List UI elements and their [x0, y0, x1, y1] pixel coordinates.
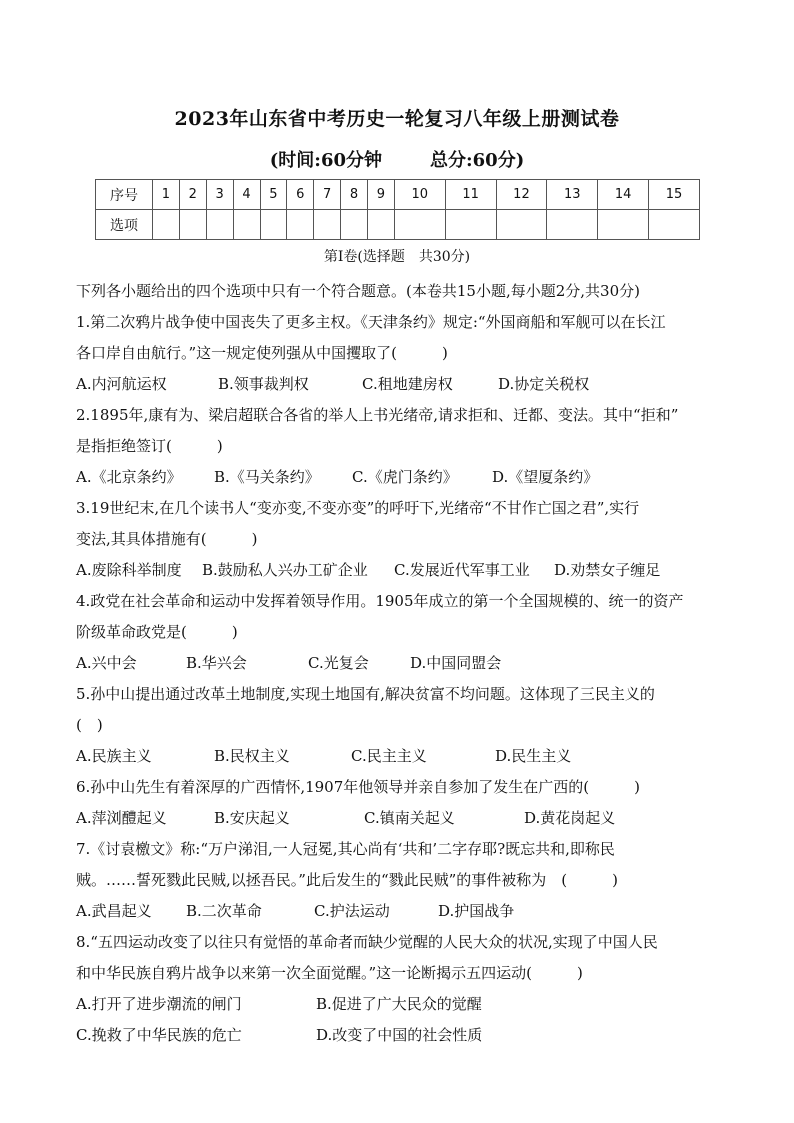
option: D.护国战争	[438, 902, 515, 920]
time-limit: (时间:60分钟	[269, 150, 382, 171]
answer-cell[interactable]	[153, 210, 180, 240]
question-line: 1.第二次鸦片战争使中国丧失了更多主权。《天津条约》规定:“外国商船和军舰可以在长江	[76, 313, 666, 331]
answer-cell[interactable]	[233, 210, 260, 240]
answer-cell[interactable]	[260, 210, 287, 240]
option: D.民生主义	[495, 747, 572, 765]
question-line: 变法,其具体措施有( )	[76, 530, 258, 548]
option: C.护法运动	[314, 902, 390, 920]
question-number: 2	[179, 180, 206, 210]
instructions: 下列各小题给出的四个选项中只有一个符合题意。(本卷共15小题,每小题2分,共30分)	[76, 282, 640, 300]
question-number: 13	[547, 180, 598, 210]
option-header: 选项	[96, 210, 153, 240]
question-line: 3.19世纪末,在几个读书人“变亦变,不变亦变”的呼吁下,光绪帝“不甘作亡国之君”,实行	[76, 499, 640, 517]
question-line: 2.1895年,康有为、梁启超联合各省的举人上书光绪帝,请求拒和、迁都、变法。其中“拒和”	[76, 406, 679, 424]
option: A.民族主义	[76, 747, 152, 765]
question-options	[76, 989, 722, 1020]
answer-cell[interactable]	[206, 210, 233, 240]
option: C.发展近代军事工业	[394, 561, 530, 579]
option: B.民权主义	[214, 747, 290, 765]
question-options	[76, 648, 722, 679]
question-line: 4.政党在社会革命和运动中发挥着领导作用。1905年成立的第一个全国规模的、统一的资产	[76, 592, 684, 610]
question-line: ( )	[76, 716, 103, 734]
number-header: 序号	[96, 180, 153, 210]
option: A.废除科举制度	[76, 561, 182, 579]
answer-table-option-row	[96, 210, 700, 240]
answer-cell[interactable]	[314, 210, 341, 240]
answer-table	[95, 179, 700, 240]
question-line: 和中华民族自鸦片战争以来第一次全面觉醒。”这一论断揭示五四运动( )	[76, 964, 583, 982]
option: C.镇南关起义	[364, 809, 455, 827]
answer-cell[interactable]	[368, 210, 395, 240]
question-number: 6	[287, 180, 314, 210]
option: D.劝禁女子缠足	[554, 561, 661, 579]
question-number: 4	[233, 180, 260, 210]
question-line: 8.“五四运动改变了以往只有觉悟的革命者而缺少觉醒的人民大众的状况,实现了中国人民	[76, 933, 658, 951]
question-number: 14	[598, 180, 649, 210]
answer-cell[interactable]	[496, 210, 547, 240]
option: B.二次革命	[186, 902, 262, 920]
question-options	[76, 369, 722, 400]
option: B.促进了广大民众的觉醒	[316, 995, 482, 1013]
option: A.打开了进步潮流的闸门	[76, 995, 242, 1013]
question-line: 贼。……誓死戮此民贼,以拯吾民。”此后发生的“戮此民贼”的事件被称为 ( )	[76, 871, 618, 889]
question-number: 1	[153, 180, 180, 210]
option: B.鼓励私人兴办工矿企业	[202, 561, 368, 579]
answer-cell[interactable]	[649, 210, 700, 240]
option: B.华兴会	[186, 654, 247, 672]
answer-cell[interactable]	[287, 210, 314, 240]
question-options	[76, 803, 722, 834]
option: A.萍浏醴起义	[76, 809, 167, 827]
answer-cell[interactable]	[598, 210, 649, 240]
answer-cell[interactable]	[445, 210, 496, 240]
exam-title: 2023年山东省中考历史一轮复习八年级上册测试卷	[174, 108, 620, 130]
option: D.中国同盟会	[410, 654, 502, 672]
total-score: 总分:60分)	[430, 150, 525, 171]
option: A.《北京条约》	[76, 468, 182, 486]
question-number: 12	[496, 180, 547, 210]
option: A.内河航运权	[76, 375, 167, 393]
question-number: 5	[260, 180, 287, 210]
question-line: 是指拒绝签订( )	[76, 437, 223, 455]
option: C.租地建房权	[362, 375, 453, 393]
question-options	[76, 1020, 722, 1051]
question-options	[76, 741, 722, 772]
question-line: 阶级革命政党是( )	[76, 623, 238, 641]
question-options	[76, 555, 722, 586]
answer-cell[interactable]	[394, 210, 445, 240]
question-number: 11	[445, 180, 496, 210]
question-number: 3	[206, 180, 233, 210]
answer-cell[interactable]	[341, 210, 368, 240]
question-number: 7	[314, 180, 341, 210]
question-line: 6.孙中山先生有着深厚的广西情怀,1907年他领导并亲自参加了发生在广西的( )	[76, 778, 640, 796]
question-number: 10	[394, 180, 445, 210]
option: A.兴中会	[76, 654, 137, 672]
option: A.武昌起义	[76, 902, 152, 920]
option: D.《望厦条约》	[492, 468, 599, 486]
question-line: 5.孙中山提出通过改革土地制度,实现土地国有,解决贫富不均问题。这体现了三民主义的	[76, 685, 655, 703]
question-number: 15	[649, 180, 700, 210]
option: B.《马关条约》	[214, 468, 320, 486]
option: D.协定关税权	[498, 375, 590, 393]
answer-cell[interactable]	[179, 210, 206, 240]
option: C.《虎门条约》	[352, 468, 458, 486]
option: D.改变了中国的社会性质	[316, 1026, 483, 1044]
section-title: 第Ⅰ卷(选择题 共30分)	[323, 249, 471, 265]
answer-cell[interactable]	[547, 210, 598, 240]
option: C.光复会	[308, 654, 369, 672]
question-line: 7.《讨袁檄文》称:“万户涕泪,一人冠冕,其心尚有‘共和’二字存耶?既忘共和,即称民	[76, 840, 615, 858]
answer-table-number-row	[96, 180, 700, 210]
questions-content	[76, 276, 722, 1051]
option: C.民主主义	[351, 747, 427, 765]
option: D.黄花岗起义	[524, 809, 616, 827]
question-line: 各口岸自由航行。”这一规定使列强从中国攫取了( )	[76, 344, 448, 362]
question-number: 8	[341, 180, 368, 210]
question-number: 9	[368, 180, 395, 210]
option: B.安庆起义	[214, 809, 290, 827]
option: C.挽救了中华民族的危亡	[76, 1026, 242, 1044]
question-options	[76, 462, 722, 493]
option: B.领事裁判权	[218, 375, 309, 393]
question-options	[76, 896, 722, 927]
exam-subtitle	[0, 146, 794, 172]
